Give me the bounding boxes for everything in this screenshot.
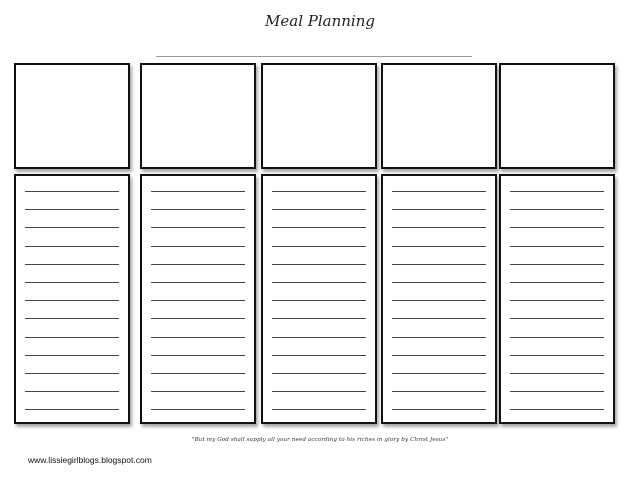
meal-box[interactable]	[140, 63, 256, 169]
title-underline	[156, 56, 472, 57]
write-line[interactable]	[392, 191, 486, 192]
write-line[interactable]	[272, 227, 366, 228]
ingredient-list-box	[499, 174, 615, 424]
write-line[interactable]	[151, 373, 245, 374]
page-title: Meal Planning	[265, 12, 375, 30]
ingredient-list-box	[381, 174, 497, 424]
write-line[interactable]	[151, 246, 245, 247]
write-line[interactable]	[25, 391, 119, 392]
write-line[interactable]	[392, 209, 486, 210]
write-line[interactable]	[151, 355, 245, 356]
write-line[interactable]	[510, 209, 604, 210]
write-line[interactable]	[25, 337, 119, 338]
write-line[interactable]	[510, 318, 604, 319]
write-line[interactable]	[151, 209, 245, 210]
write-line[interactable]	[25, 409, 119, 410]
write-line[interactable]	[272, 318, 366, 319]
write-line[interactable]	[510, 355, 604, 356]
write-line[interactable]	[510, 373, 604, 374]
write-line[interactable]	[392, 282, 486, 283]
write-line[interactable]	[510, 337, 604, 338]
meal-box[interactable]	[14, 63, 130, 169]
write-line[interactable]	[151, 282, 245, 283]
write-line[interactable]	[272, 300, 366, 301]
bible-verse: "But my God shall supply all your need according to his riches in glory by Christ Jesus"	[191, 437, 449, 443]
write-line[interactable]	[25, 373, 119, 374]
write-line[interactable]	[25, 318, 119, 319]
ingredient-list-box	[140, 174, 256, 424]
write-line[interactable]	[25, 264, 119, 265]
write-line[interactable]	[25, 246, 119, 247]
write-line[interactable]	[272, 246, 366, 247]
write-line[interactable]	[25, 300, 119, 301]
write-line[interactable]	[510, 282, 604, 283]
write-line[interactable]	[272, 264, 366, 265]
write-line[interactable]	[510, 391, 604, 392]
write-line[interactable]	[151, 227, 245, 228]
write-line[interactable]	[272, 191, 366, 192]
website-url: www.lissiegirlblogs.blogspot.com	[28, 455, 152, 465]
write-line[interactable]	[510, 409, 604, 410]
ingredient-list-box	[261, 174, 377, 424]
write-line[interactable]	[392, 391, 486, 392]
write-line[interactable]	[510, 227, 604, 228]
write-line[interactable]	[151, 391, 245, 392]
write-line[interactable]	[392, 409, 486, 410]
write-line[interactable]	[25, 209, 119, 210]
write-line[interactable]	[392, 337, 486, 338]
write-line[interactable]	[392, 264, 486, 265]
write-line[interactable]	[510, 300, 604, 301]
write-line[interactable]	[510, 246, 604, 247]
write-line[interactable]	[25, 282, 119, 283]
write-line[interactable]	[392, 318, 486, 319]
write-line[interactable]	[151, 318, 245, 319]
write-line[interactable]	[392, 373, 486, 374]
write-line[interactable]	[151, 191, 245, 192]
write-line[interactable]	[151, 300, 245, 301]
write-line[interactable]	[25, 227, 119, 228]
meal-box[interactable]	[499, 63, 615, 169]
write-line[interactable]	[151, 264, 245, 265]
write-line[interactable]	[151, 409, 245, 410]
meal-box[interactable]	[381, 63, 497, 169]
write-line[interactable]	[151, 337, 245, 338]
write-line[interactable]	[392, 227, 486, 228]
write-line[interactable]	[272, 209, 366, 210]
write-line[interactable]	[25, 355, 119, 356]
write-line[interactable]	[392, 300, 486, 301]
write-line[interactable]	[272, 337, 366, 338]
write-line[interactable]	[392, 246, 486, 247]
ingredient-list-box	[14, 174, 130, 424]
write-line[interactable]	[272, 373, 366, 374]
write-line[interactable]	[510, 264, 604, 265]
meal-box[interactable]	[261, 63, 377, 169]
write-line[interactable]	[272, 391, 366, 392]
write-line[interactable]	[510, 191, 604, 192]
write-line[interactable]	[392, 355, 486, 356]
write-line[interactable]	[272, 355, 366, 356]
write-line[interactable]	[25, 191, 119, 192]
write-line[interactable]	[272, 409, 366, 410]
write-line[interactable]	[272, 282, 366, 283]
